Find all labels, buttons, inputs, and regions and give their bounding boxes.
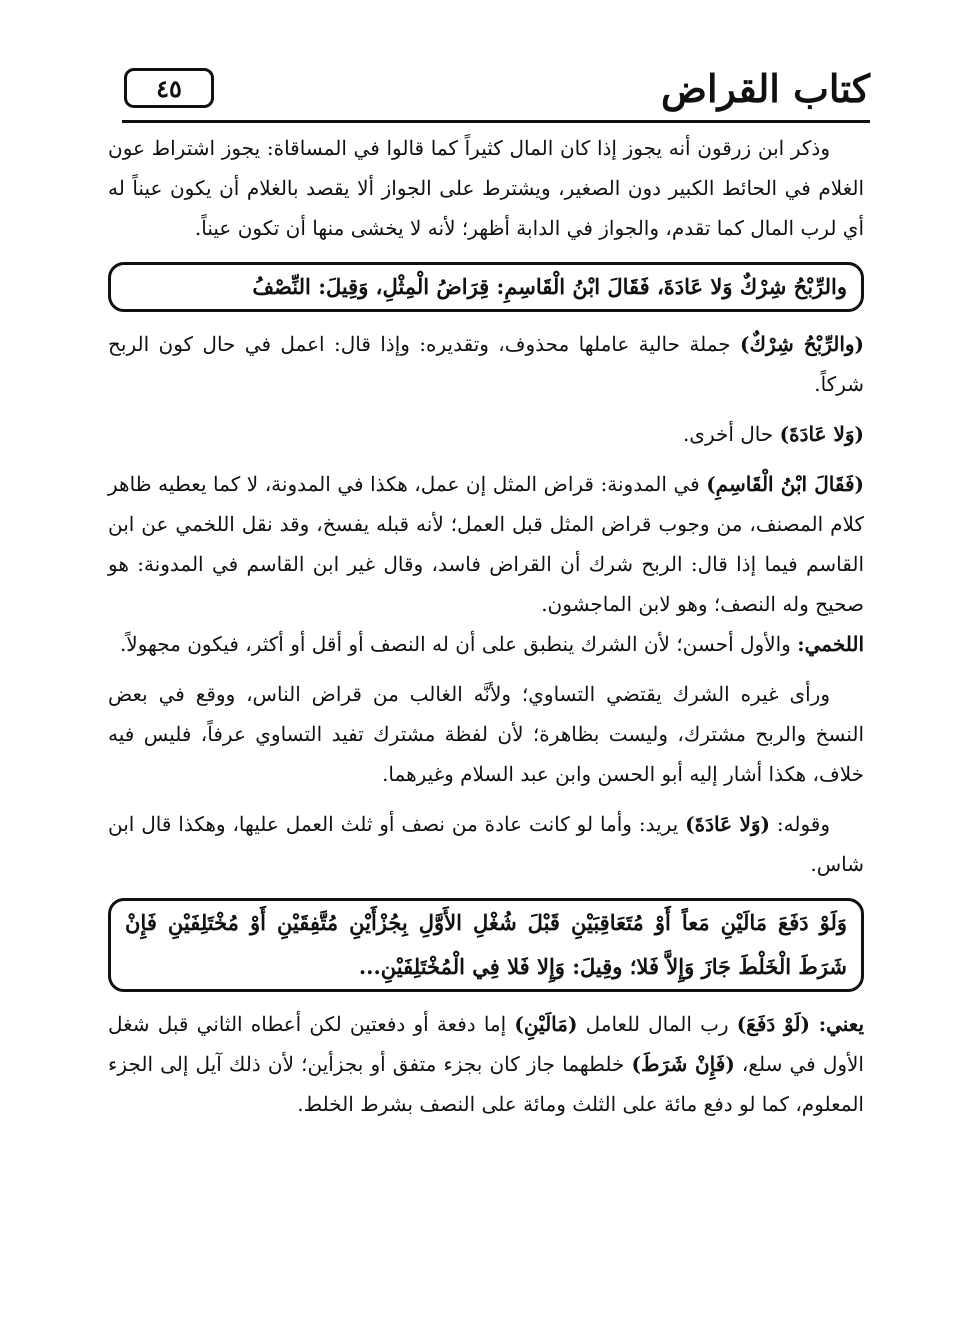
paragraph-7-text: يريد: وأما لو كانت عادة من نصف أو ثلث العمل عليها، وهكذا قال ابن شاس. [108, 812, 864, 876]
page-body [108, 128, 864, 1124]
paragraph-6: ورأى غيره الشرك يقتضي التساوي؛ ولأنَّه الغالب من قراض الناس، ووقع في بعض النسخ والربح مشترك، وليست بظاهرة؛ لأن لفظة مشترك تفيد التساوي عرفاً، فليس فيه خلاف، هكذا أشار إليه أبو الحسن وابن عبد السلام وغيرهما. [108, 682, 864, 786]
paragraph-3 [108, 414, 864, 454]
quoted-term: (لَوْ دَفَعَ) [736, 1012, 810, 1036]
paragraph-4 [108, 464, 864, 624]
paragraph-5-text: والأول أحسن؛ لأن الشرك ينطبق على أن له النصف أو أقل أو أكثر، فيكون مجهولاً. [119, 632, 798, 656]
paragraph-5 [108, 624, 864, 664]
page-number [124, 68, 214, 108]
paragraph-1: وذكر ابن زرقون أنه يجوز إذا كان المال كثيراً كما قالوا في المساقاة: يجوز اشتراط عون الغلام في الحائط الكبير دون الصغير، ويشترط على الجواز ألا يقصد بالغلام أن يكون عيناً له أي لرب المال كما تقدم، والجواز في الدابة أظهر؛ لأنه لا يخشى منها أن تكون عيناً. [108, 136, 864, 240]
quoted-term: (مَالَيْنِ) [514, 1012, 578, 1036]
matn-text-2: وَلَوْ دَفَعَ مَالَيْنِ مَعاً أَوْ مُتَعَاقِبَيْنِ قَبْلَ شُغْلِ الأَوَّلِ بِجُزْأَيْنِ مُتَّفِقَيْنِ أَوْ مُخْتَلِفَيْنِ فَإِنْ شَرَطَ الْخَلْطَ جَازَ وَإِلاَّ فَلا؛ وقِيلَ: وَإِلا فَلا فِي الْمُخْتَلِفَيْنِ... [125, 910, 847, 979]
matn-box-2 [108, 898, 864, 992]
paragraph-8-lead: يعني: [809, 1012, 865, 1036]
matn-box-1 [108, 262, 864, 312]
book-title: كتاب القراض [661, 66, 870, 111]
paragraph-8-text-a: رب المال للعامل [577, 1012, 737, 1036]
page-header [110, 56, 870, 126]
speaker-label: اللخمي: [797, 632, 864, 656]
paragraph-8-text-b: إما دفعة أو دفعتين لكن أعطاه الثاني قبل شغل الأول في سلع، [108, 1012, 864, 1076]
quoted-term: (والرِّبْحُ شِرْكٌ) [740, 332, 864, 356]
quoted-term: (وَلا عَادَةَ) [685, 812, 771, 836]
paragraph-3-text: حال أخرى. [682, 422, 780, 446]
paragraph-2 [108, 324, 864, 404]
paragraph-8-text-c: خلطهما جاز كان بجزء متفق أو بجزأين؛ لأن ذلك آيل إلى الجزء المعلوم، كما لو دفع مائة على الثلث ومائة على النصف بشرط الخلط. [108, 1052, 864, 1116]
matn-text-1: والرِّبْحُ شِرْكٌ وَلا عَادَةَ، فَقَالَ ابْنُ الْقَاسِمِ: قِرَاضُ الْمِثْلِ، وَقِيلَ: النِّصْفُ [252, 274, 847, 299]
header-divider [122, 120, 870, 123]
paragraph-4-text: في المدونة: قراض المثل إن عمل، هكذا في المدونة، لا كما يعطيه ظاهر كلام المصنف، من وجوب قراض المثل قبل العمل؛ لأنه قبله يفسخ، وقد نقل اللخمي عن ابن القاسم فيما إذا قال: الربح شرك أن القراض فاسد، وقال غير ابن القاسم في المدونة: هو صحيح وله النصف؛ وهو لابن الماجشون. [108, 472, 864, 616]
quoted-term: (فَإِنْ شَرَطَ) [631, 1052, 735, 1076]
paragraph-8 [108, 1004, 864, 1124]
paragraph-7 [108, 804, 864, 884]
quoted-term: (فَقَالَ ابْنُ الْقَاسِمِ) [706, 472, 865, 496]
page-number-text: ٤٥ [156, 73, 182, 103]
paragraph-7-lead: وقوله: [770, 812, 830, 836]
paragraph-2-text: جملة حالية عاملها محذوف، وتقديره: وإذا قال: اعمل في حال كون الربح شركاً. [108, 332, 864, 396]
quoted-term: (وَلا عَادَةَ) [779, 422, 864, 446]
